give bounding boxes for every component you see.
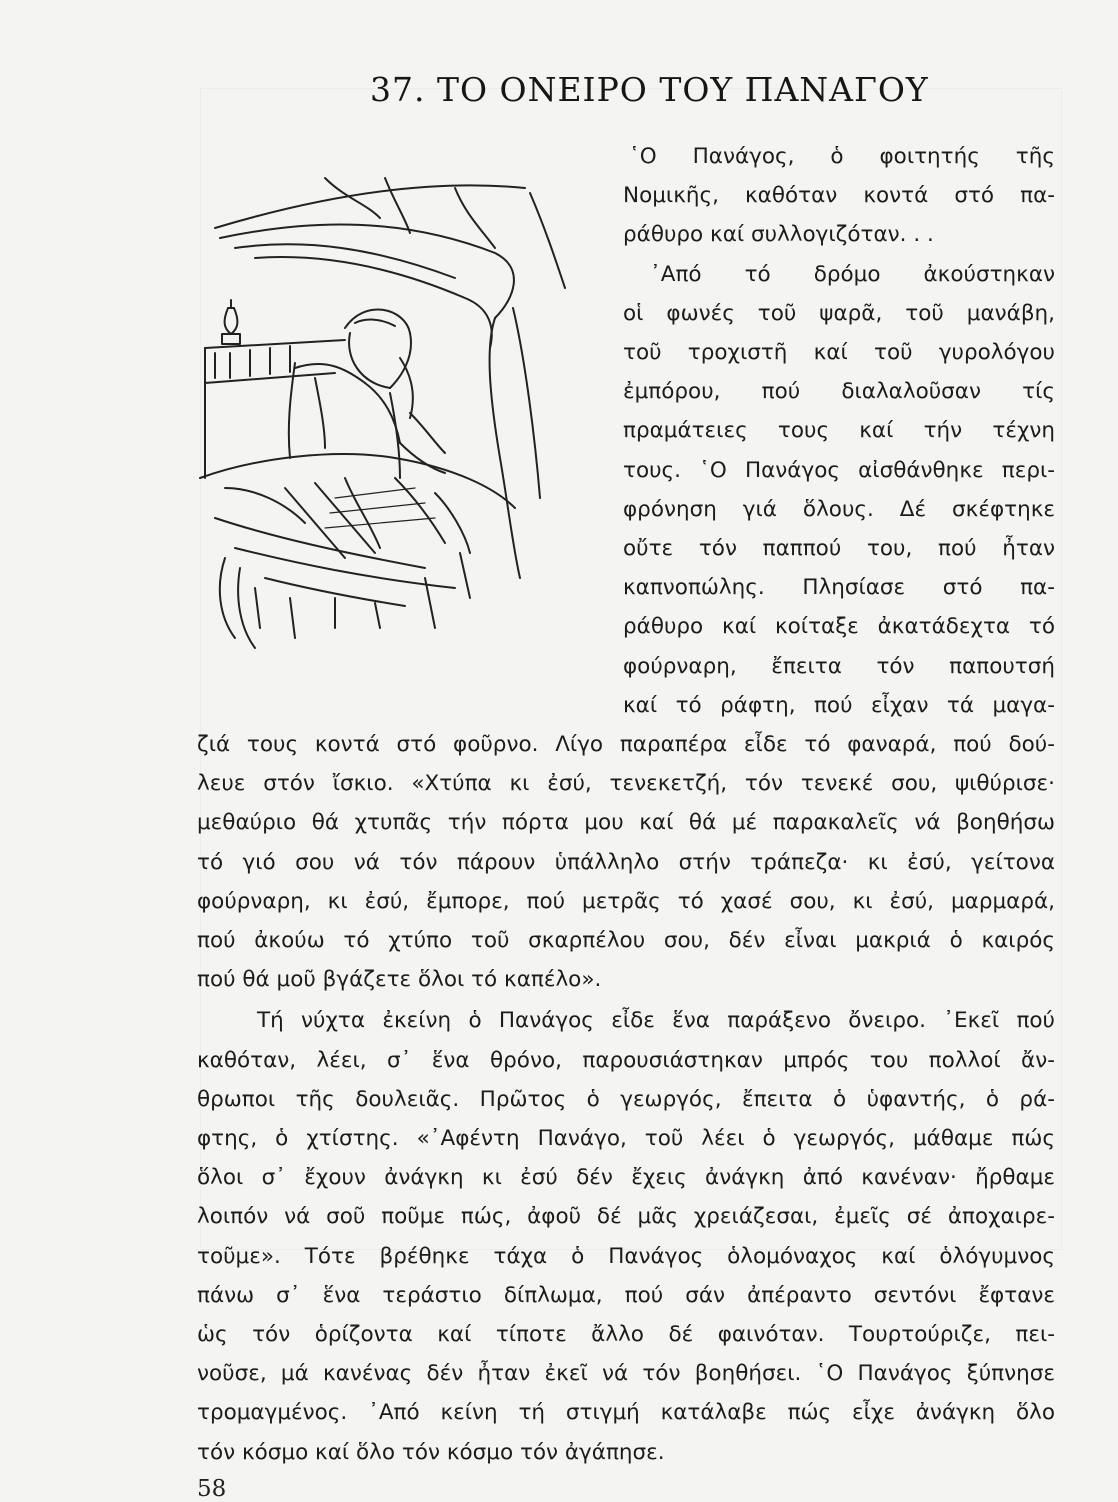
text-line: φτης, ὁ χτίστης. «᾿Αφέντη Πανάγο, τοῦ λέει ὁ γεωργός, μάθαμε πώς <box>197 1126 1055 1151</box>
text-line: μεθαύριο θά χτυπᾶς τήν πόρτα μου καί θά μέ παρακαλεῖς νά βοηθήσω <box>197 810 1055 836</box>
text-line: ὡς τόν ὁρίζοντα καί τίποτε ἄλλο δέ φαινόταν. Τουρτούριζε, πει- <box>197 1322 1055 1347</box>
text-line: φούρναρη, ἔπειτα τόν παπουτσή <box>623 653 1055 679</box>
text-line: πάνω σ᾿ ἕνα τεράστιο δίπλωμα, πού σάν ἀπέραντο σεντόνι ἔφτανε <box>197 1282 1055 1308</box>
text-line: θρωποι τῆς δουλειᾶς. Πρῶτος ὁ γεωργός, ἔπειτα ὁ ὑφαντής, ὁ ρά- <box>197 1086 1055 1112</box>
text-line: Τή νύχτα ἐκείνη ὁ Πανάγος εἶδε ἕνα παράξενο ὄνειρο. ᾿Εκεῖ πού <box>257 1008 1055 1034</box>
text-line: ᾿Από τό δρόμο ἀκούστηκαν <box>650 261 1055 287</box>
text-line: ράθυρο καί συλλογιζόταν. . . <box>623 222 934 248</box>
text-line: νοῦσε, μά κανένας δέν ἦταν ἐκεῖ νά τόν βοηθήσει. ῾Ο Πανάγος ξύπνησε <box>197 1361 1055 1387</box>
text-line: καπνοπώλης. Πλησίασε στό πα- <box>623 575 1055 601</box>
text-line: καθόταν, λέει, σ᾿ ἕνα θρόνο, παρουσιάστηκαν μπρός του πολλοί ἄν- <box>197 1047 1055 1073</box>
text-line: τόν κόσμο καί ὅλο τόν κόσμο τόν ἀγάπησε. <box>197 1439 665 1465</box>
text-line: Νομικῆς, καθόταν κοντά στό πα- <box>623 183 1055 209</box>
text-line: ῾Ο Πανάγος, ὁ φοιτητής τῆς <box>629 144 1055 169</box>
text-line: λευε στόν ἴσκιο. «Χτύπα κι ἐσύ, τενεκετζή, τόν τενεκέ σου, ψιθύρισε· <box>197 771 1055 797</box>
text-line: πού ἀκούω τό χτύπο τοῦ σκαρπέλου σου, δέν εἶναι μακριά ὁ καιρός <box>197 928 1055 953</box>
page-number: 58 <box>197 1475 227 1502</box>
text-line: ράθυρο καί κοίταξε ἀκατάδεχτα τό <box>623 614 1055 640</box>
text-line: φούρναρη, κι ἐσύ, ἔμπορε, πού μετρᾶς τό χασέ σου, κι ἐσύ, μαρμαρά, <box>197 888 1055 914</box>
text-line: οὔτε τόν παππού του, πού ἦταν <box>623 536 1055 561</box>
chapter-title: 37. ΤΟ ΟΝΕΙΡΟ ΤΟΥ ΠΑΝΑΓΟΥ <box>370 70 929 109</box>
text-line: τρομαγμένος. ᾿Από κείνη τή στιγμή κατάλαβε πώς εἶχε ἀνάγκη ὅλο <box>197 1400 1055 1426</box>
text-line: πού θά μοῦ βγάζετε ὅλοι τό καπέλο». <box>197 967 602 993</box>
text-line: φρόνηση γιά ὅλους. Δέ σκέφτηκε <box>623 496 1055 522</box>
text-line: τό γιό σου νά τόν πάρουν ὑπάλληλο στήν τράπεζα· κι ἐσύ, γείτονα <box>197 849 1055 875</box>
text-line: ὅλοι σ᾿ ἔχουν ἀνάγκη κι ἐσύ δέν ἔχεις ἀνάγκη ἀπό κανέναν· ἤρθαμε <box>197 1165 1055 1191</box>
text-line: τοῦμε». Τότε βρέθηκε τάχα ὁ Πανάγος ὁλομόναχος καί ὁλόγυμνος <box>197 1243 1055 1269</box>
text-line: πραμάτειες τους καί τήν τέχνη <box>623 418 1055 444</box>
man-at-bed-illustration <box>195 158 605 653</box>
text-line: οἱ φωνές τοῦ ψαρᾶ, τοῦ μανάβη, <box>623 300 1055 326</box>
text-line: τοῦ τροχιστῆ καί τοῦ γυρολόγου <box>623 340 1055 365</box>
text-line: ἐμπόρου, πού διαλαλοῦσαν τίς <box>623 379 1055 405</box>
text-line: ζιά τους κοντά στό φοῦρνο. Λίγο παραπέρα εἶδε τό φαναρά, πού δού- <box>197 732 1055 757</box>
text-line: καί τό ράφτη, πού εἶχαν τά μαγα- <box>623 692 1055 718</box>
text-line: τους. ῾Ο Πανάγος αἰσθάνθηκε περι- <box>623 457 1055 483</box>
text-line: λοιπόν νά σοῦ ποῦμε πώς, ἀφοῦ δέ μᾶς χρειάζεσαι, ἐμεῖς σέ ἀποχαιρε- <box>197 1204 1055 1230</box>
